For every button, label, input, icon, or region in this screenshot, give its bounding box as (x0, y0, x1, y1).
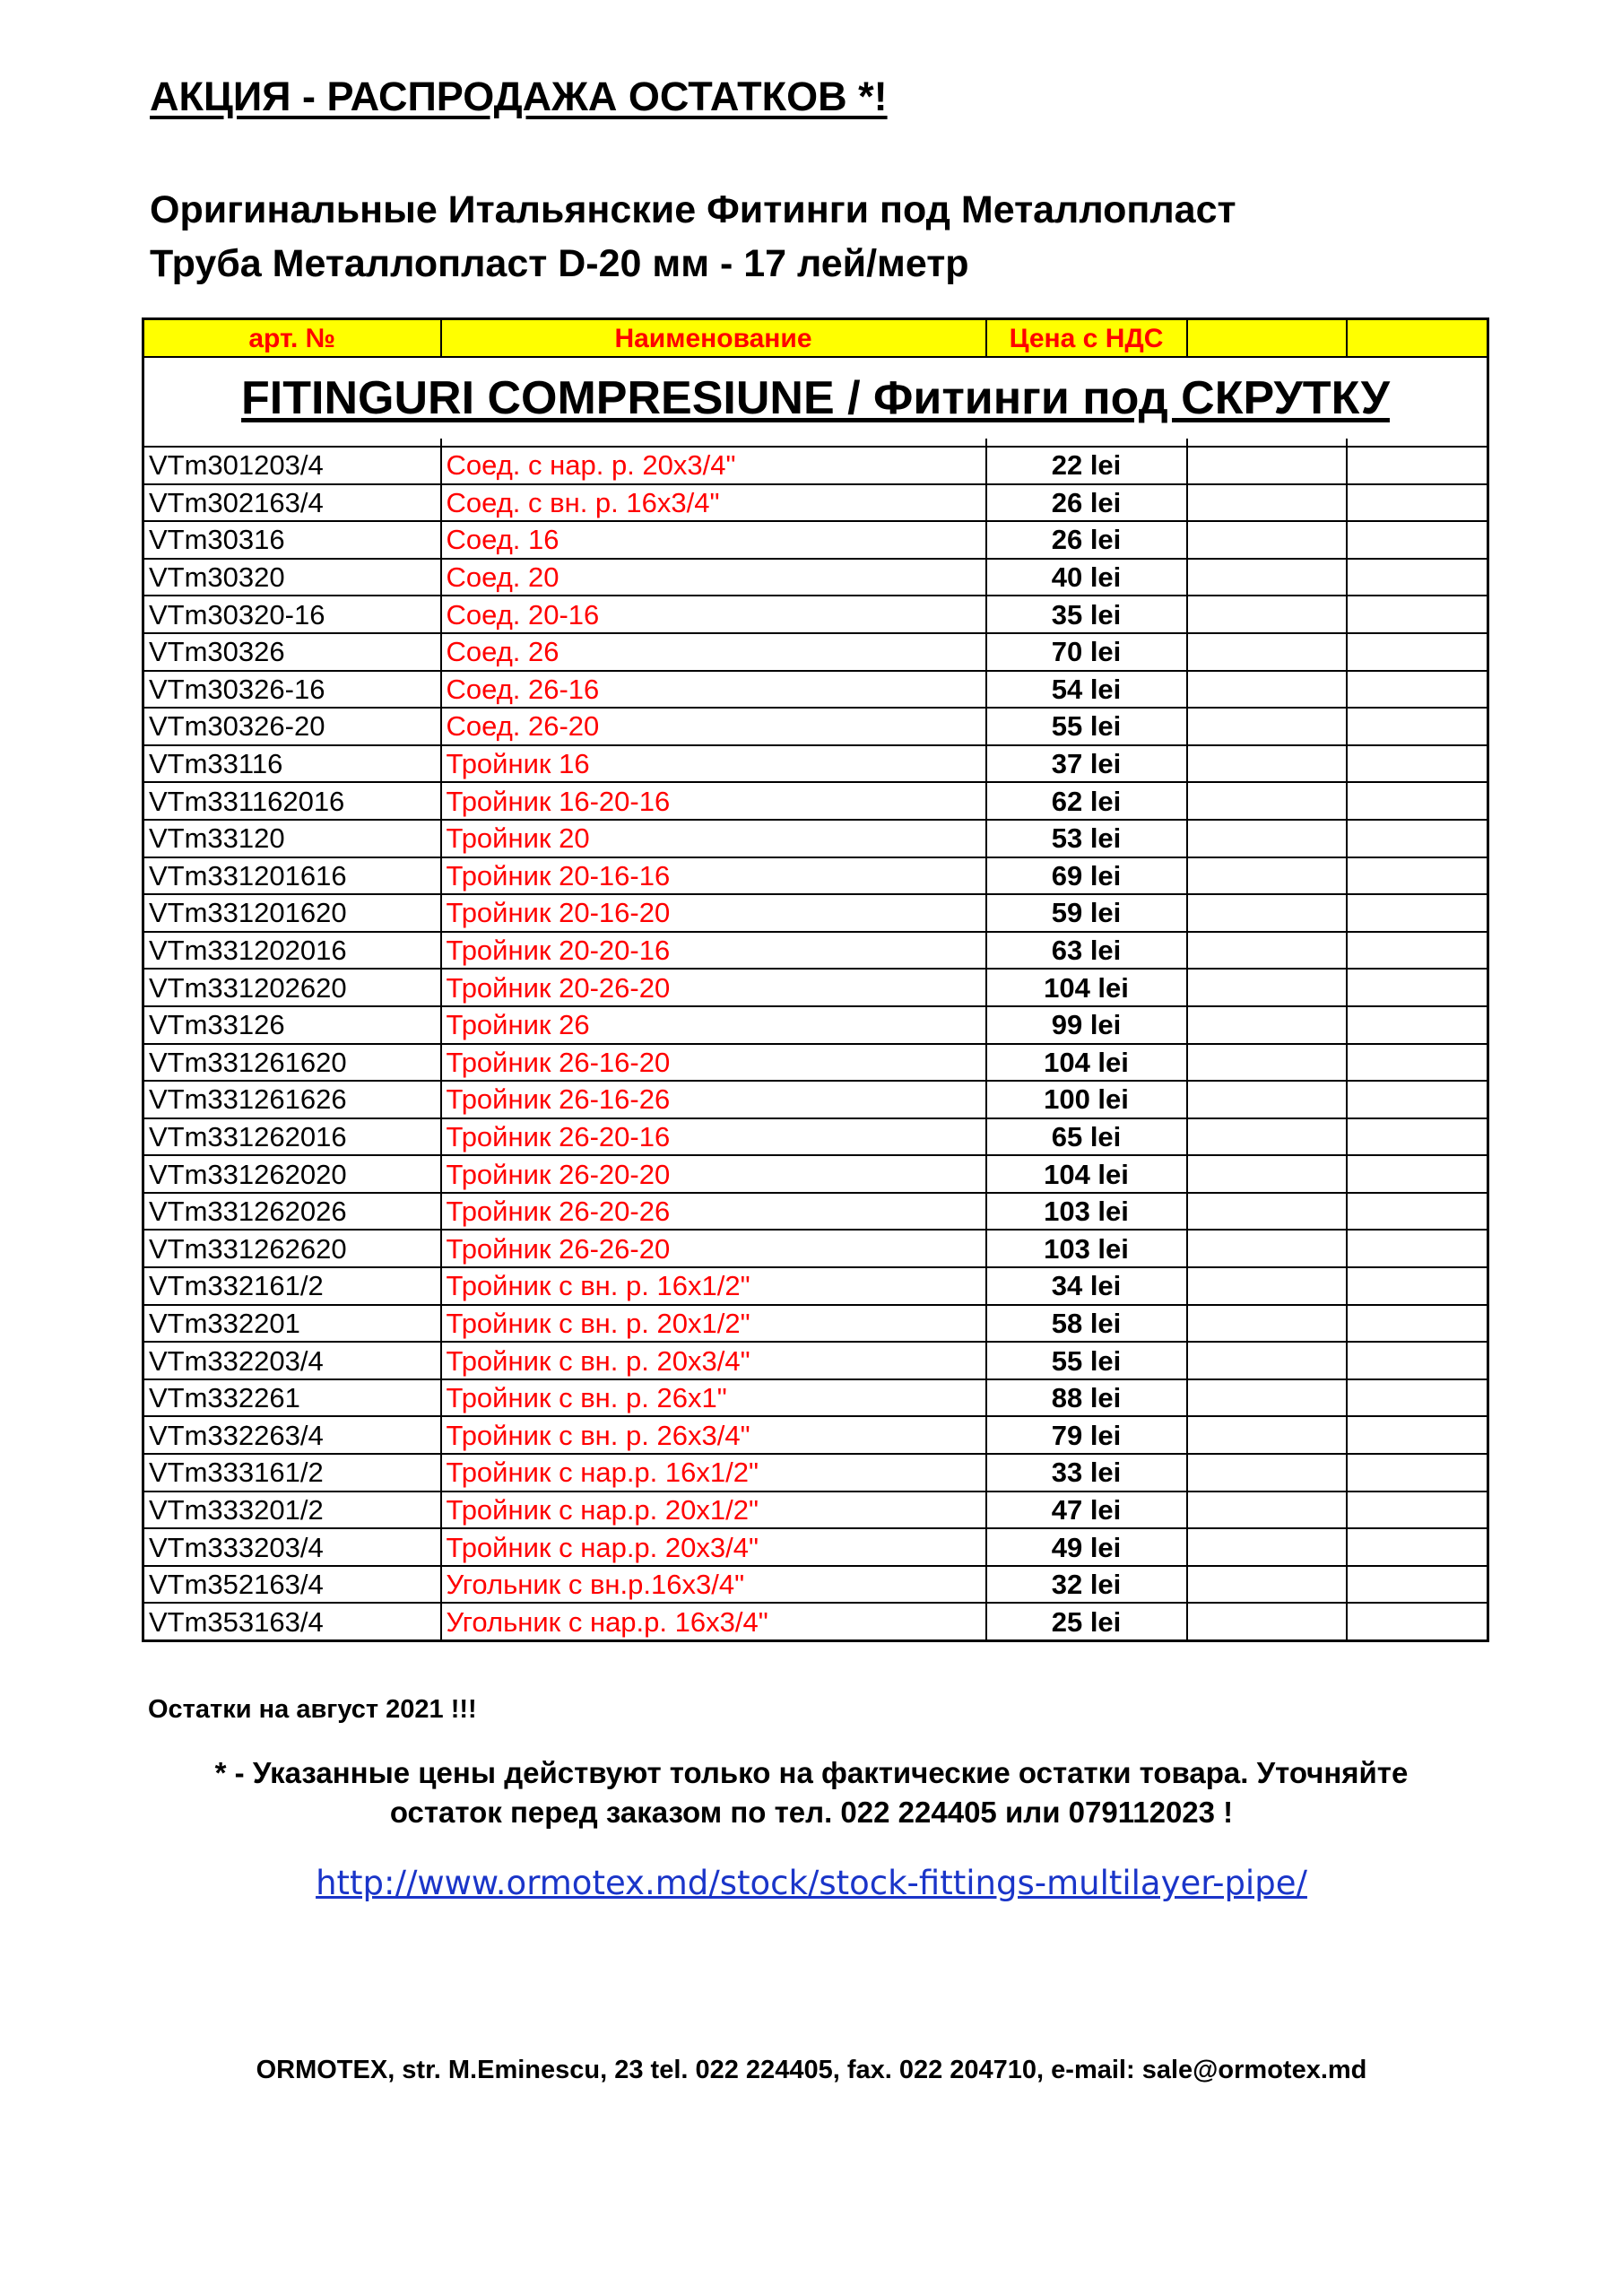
page-title: АКЦИЯ - РАСПРОДАЖА ОСТАТКОВ *! (150, 74, 888, 119)
price-cell: 26 lei (986, 521, 1187, 559)
empty-cell (1347, 1454, 1488, 1492)
article-code-cell: VTm331201616 (143, 857, 441, 895)
table-row (143, 894, 1488, 932)
article-code-cell: VTm331202016 (143, 932, 441, 970)
disclaimer-line-1: * - Указанные цены действуют только на фактические остатки товара. Уточняйте (214, 1756, 1409, 1789)
product-name-cell: Тройник с вн. р. 20х1/2" (441, 1305, 986, 1343)
column-header-price: Цена с НДС (986, 319, 1187, 358)
section-title-cell (143, 357, 1488, 439)
price-cell: 103 lei (986, 1230, 1187, 1267)
product-name-cell: Угольник с вн.р.16х3/4" (441, 1566, 986, 1604)
empty-cell (1347, 447, 1488, 484)
product-name-cell: Тройник 20-20-16 (441, 932, 986, 970)
section-title: FITINGURI COMPRESIUNE / Фитинги под СКРУТКУ (241, 372, 1390, 424)
product-name-cell: Соед. 26 (441, 633, 986, 671)
empty-cell (1187, 1379, 1347, 1417)
price-cell: 49 lei (986, 1528, 1187, 1566)
empty-cell (1347, 1492, 1488, 1529)
table-row (143, 1155, 1488, 1193)
table-row (143, 1118, 1488, 1156)
article-code-cell: VTm33116 (143, 745, 441, 783)
article-code-cell: VTm331262620 (143, 1230, 441, 1267)
article-code-cell: VTm333201/2 (143, 1492, 441, 1529)
empty-cell (1347, 1193, 1488, 1231)
product-name-cell: Тройник 16 (441, 745, 986, 783)
spacer-cell (986, 439, 1187, 447)
article-code-cell: VTm331201620 (143, 894, 441, 932)
table-row (143, 969, 1488, 1006)
article-code-cell: VTm302163/4 (143, 484, 441, 522)
stock-date-note: Остатки на август 2021 !!! (148, 1695, 477, 1724)
table-row (143, 708, 1488, 745)
table-row (143, 484, 1488, 522)
company-footer: ORMOTEX, str. M.Eminescu, 23 tel. 022 224405, fax. 022 204710, e-mail: sale@ormotex.md (256, 2056, 1367, 2084)
product-name-cell: Тройник с вн. р. 20х3/4" (441, 1342, 986, 1379)
price-cell: 26 lei (986, 484, 1187, 522)
empty-cell (1187, 894, 1347, 932)
price-cell: 70 lei (986, 633, 1187, 671)
empty-cell (1347, 1603, 1488, 1640)
table-row (143, 1492, 1488, 1529)
empty-cell (1347, 745, 1488, 783)
empty-cell (1187, 932, 1347, 970)
article-code-cell: VTm331261626 (143, 1081, 441, 1118)
price-cell: 32 lei (986, 1566, 1187, 1604)
article-code-cell: VTm30326 (143, 633, 441, 671)
empty-cell (1347, 633, 1488, 671)
product-name-cell: Тройник 26-26-20 (441, 1230, 986, 1267)
empty-cell (1347, 1006, 1488, 1044)
empty-cell (1187, 1118, 1347, 1156)
table-row (143, 745, 1488, 783)
table-row (143, 1379, 1488, 1417)
empty-cell (1187, 1342, 1347, 1379)
article-code-cell: VTm33120 (143, 820, 441, 857)
empty-cell (1187, 484, 1347, 522)
empty-cell (1187, 1603, 1347, 1640)
product-name-cell: Угольник с нар.р. 16х3/4" (441, 1603, 986, 1640)
price-cell: 100 lei (986, 1081, 1187, 1118)
empty-cell (1187, 1305, 1347, 1343)
article-code-cell: VTm333161/2 (143, 1454, 441, 1492)
price-cell: 104 lei (986, 1155, 1187, 1193)
price-cell: 65 lei (986, 1118, 1187, 1156)
empty-cell (1347, 521, 1488, 559)
empty-cell (1347, 1379, 1488, 1417)
table-row (143, 932, 1488, 970)
table-row (143, 1454, 1488, 1492)
empty-cell (1347, 671, 1488, 709)
product-name-cell: Соед. 20 (441, 559, 986, 596)
price-disclaimer (134, 1753, 1488, 1832)
empty-cell (1187, 1155, 1347, 1193)
product-name-cell: Тройник 20-16-16 (441, 857, 986, 895)
table-row (143, 1416, 1488, 1454)
empty-cell (1347, 708, 1488, 745)
price-cell: 103 lei (986, 1193, 1187, 1231)
article-code-cell: VTm30320 (143, 559, 441, 596)
price-table-body (143, 319, 1488, 1641)
table-row (143, 559, 1488, 596)
article-code-cell: VTm30320-16 (143, 596, 441, 633)
article-code-cell: VTm332203/4 (143, 1342, 441, 1379)
table-header-row (143, 319, 1488, 358)
empty-cell (1347, 1528, 1488, 1566)
empty-cell (1187, 1193, 1347, 1231)
product-name-cell: Тройник с нар.р. 20х1/2" (441, 1492, 986, 1529)
table-row (143, 782, 1488, 820)
price-cell: 25 lei (986, 1603, 1187, 1640)
empty-cell (1187, 1528, 1347, 1566)
section-title-row (143, 357, 1488, 439)
table-row (143, 1267, 1488, 1305)
price-cell: 55 lei (986, 1342, 1187, 1379)
empty-cell (1347, 1305, 1488, 1343)
empty-cell (1347, 1566, 1488, 1604)
price-cell: 104 lei (986, 1044, 1187, 1082)
spacer-cell (1347, 439, 1488, 447)
table-row (143, 1603, 1488, 1640)
empty-cell (1187, 521, 1347, 559)
price-cell: 33 lei (986, 1454, 1187, 1492)
table-row (143, 1006, 1488, 1044)
table-row (143, 1230, 1488, 1267)
product-name-cell: Тройник 20-26-20 (441, 969, 986, 1006)
price-cell: 88 lei (986, 1379, 1187, 1417)
table-row (143, 521, 1488, 559)
empty-cell (1187, 782, 1347, 820)
empty-cell (1187, 1566, 1347, 1604)
column-header-empty-1 (1187, 319, 1347, 358)
product-name-cell: Тройник с нар.р. 16х1/2" (441, 1454, 986, 1492)
article-code-cell: VTm331262026 (143, 1193, 441, 1231)
empty-cell (1347, 1155, 1488, 1193)
empty-cell (1187, 1006, 1347, 1044)
product-name-cell: Тройник 26-16-26 (441, 1081, 986, 1118)
price-cell: 79 lei (986, 1416, 1187, 1454)
article-code-cell: VTm30326-20 (143, 708, 441, 745)
empty-cell (1187, 596, 1347, 633)
price-cell: 69 lei (986, 857, 1187, 895)
disclaimer-line-2: остаток перед заказом по тел. 022 224405 или 079112023 ! (389, 1796, 1234, 1829)
product-name-cell: Тройник 20-16-20 (441, 894, 986, 932)
price-cell: 47 lei (986, 1492, 1187, 1529)
article-code-cell: VTm331202620 (143, 969, 441, 1006)
empty-cell (1347, 484, 1488, 522)
price-cell: 55 lei (986, 708, 1187, 745)
product-name-cell: Соед. 16 (441, 521, 986, 559)
product-name-cell: Тройник с вн. р. 16х1/2" (441, 1267, 986, 1305)
table-row (143, 1193, 1488, 1231)
table-row (143, 1044, 1488, 1082)
product-name-cell: Соед. с нар. р. 20х3/4" (441, 447, 986, 484)
empty-cell (1187, 1416, 1347, 1454)
product-name-cell: Соед. 26-20 (441, 708, 986, 745)
table-row (143, 857, 1488, 895)
empty-cell (1187, 633, 1347, 671)
price-cell: 63 lei (986, 932, 1187, 970)
article-code-cell: VTm331262020 (143, 1155, 441, 1193)
empty-cell (1187, 1454, 1347, 1492)
article-code-cell: VTm331262016 (143, 1118, 441, 1156)
column-header-article: арт. № (143, 319, 441, 358)
page-subtitle-fittings: Оригинальные Итальянские Фитинги под Металлопласт (150, 188, 1236, 231)
price-cell: 58 lei (986, 1305, 1187, 1343)
column-header-empty-2 (1347, 319, 1488, 358)
product-name-cell: Тройник 16-20-16 (441, 782, 986, 820)
product-name-cell: Тройник 26-20-26 (441, 1193, 986, 1231)
product-name-cell: Тройник с вн. р. 26х1" (441, 1379, 986, 1417)
product-name-cell: Соед. 26-16 (441, 671, 986, 709)
empty-cell (1347, 932, 1488, 970)
empty-cell (1347, 559, 1488, 596)
article-code-cell: VTm333203/4 (143, 1528, 441, 1566)
article-code-cell: VTm332263/4 (143, 1416, 441, 1454)
empty-cell (1187, 745, 1347, 783)
table-row (143, 1081, 1488, 1118)
article-code-cell: VTm332261 (143, 1379, 441, 1417)
article-code-cell: VTm331162016 (143, 782, 441, 820)
empty-cell (1347, 596, 1488, 633)
empty-cell (1347, 1118, 1488, 1156)
table-row (143, 1342, 1488, 1379)
article-code-cell: VTm353163/4 (143, 1603, 441, 1640)
price-table (142, 317, 1489, 1642)
product-name-cell: Тройник 26 (441, 1006, 986, 1044)
table-row (143, 671, 1488, 709)
spacer-cell (441, 439, 986, 447)
empty-cell (1187, 857, 1347, 895)
price-cell: 40 lei (986, 559, 1187, 596)
column-header-name: Наименование (441, 319, 986, 358)
product-name-cell: Тройник 26-20-20 (441, 1155, 986, 1193)
empty-cell (1347, 894, 1488, 932)
article-code-cell: VTm301203/4 (143, 447, 441, 484)
table-row (143, 1305, 1488, 1343)
price-cell: 59 lei (986, 894, 1187, 932)
product-name-cell: Тройник 26-16-20 (441, 1044, 986, 1082)
spacer-cell (143, 439, 441, 447)
empty-cell (1187, 1492, 1347, 1529)
empty-cell (1347, 1416, 1488, 1454)
table-row (143, 596, 1488, 633)
price-cell: 35 lei (986, 596, 1187, 633)
article-code-cell: VTm352163/4 (143, 1566, 441, 1604)
article-code-cell: VTm30316 (143, 521, 441, 559)
empty-cell (1187, 1044, 1347, 1082)
price-cell: 99 lei (986, 1006, 1187, 1044)
product-name-cell: Тройник 20 (441, 820, 986, 857)
article-code-cell: VTm30326-16 (143, 671, 441, 709)
empty-cell (1187, 559, 1347, 596)
article-code-cell: VTm332201 (143, 1305, 441, 1343)
table-row (143, 633, 1488, 671)
table-row (143, 820, 1488, 857)
empty-cell (1347, 1044, 1488, 1082)
empty-cell (1347, 969, 1488, 1006)
empty-cell (1347, 857, 1488, 895)
empty-cell (1187, 708, 1347, 745)
price-cell: 34 lei (986, 1267, 1187, 1305)
product-name-cell: Соед. с вн. р. 16х3/4" (441, 484, 986, 522)
empty-cell (1187, 1081, 1347, 1118)
stock-link[interactable]: http://www.ormotex.md/stock/stock-fittings-multilayer-pipe/ (316, 1864, 1307, 1902)
empty-cell (1347, 1267, 1488, 1305)
empty-cell (1347, 782, 1488, 820)
section-spacer-row (143, 439, 1488, 447)
empty-cell (1187, 1230, 1347, 1267)
article-code-cell: VTm332161/2 (143, 1267, 441, 1305)
table-row (143, 1528, 1488, 1566)
article-code-cell: VTm331261620 (143, 1044, 441, 1082)
price-cell: 37 lei (986, 745, 1187, 783)
product-name-cell: Тройник с нар.р. 20х3/4" (441, 1528, 986, 1566)
product-name-cell: Соед. 20-16 (441, 596, 986, 633)
table-row (143, 1566, 1488, 1604)
empty-cell (1347, 820, 1488, 857)
price-cell: 104 lei (986, 969, 1187, 1006)
price-cell: 22 lei (986, 447, 1187, 484)
empty-cell (1347, 1342, 1488, 1379)
empty-cell (1187, 820, 1347, 857)
product-name-cell: Тройник 26-20-16 (441, 1118, 986, 1156)
price-cell: 53 lei (986, 820, 1187, 857)
empty-cell (1187, 1267, 1347, 1305)
price-cell: 62 lei (986, 782, 1187, 820)
article-code-cell: VTm33126 (143, 1006, 441, 1044)
price-cell: 54 lei (986, 671, 1187, 709)
empty-cell (1187, 447, 1347, 484)
empty-cell (1187, 969, 1347, 1006)
empty-cell (1187, 671, 1347, 709)
empty-cell (1347, 1081, 1488, 1118)
empty-cell (1347, 1230, 1488, 1267)
product-name-cell: Тройник с вн. р. 26х3/4" (441, 1416, 986, 1454)
page-subtitle-pipe-price: Труба Металлопласт D-20 мм - 17 лей/метр (150, 242, 969, 285)
spacer-cell (1187, 439, 1347, 447)
table-row (143, 447, 1488, 484)
